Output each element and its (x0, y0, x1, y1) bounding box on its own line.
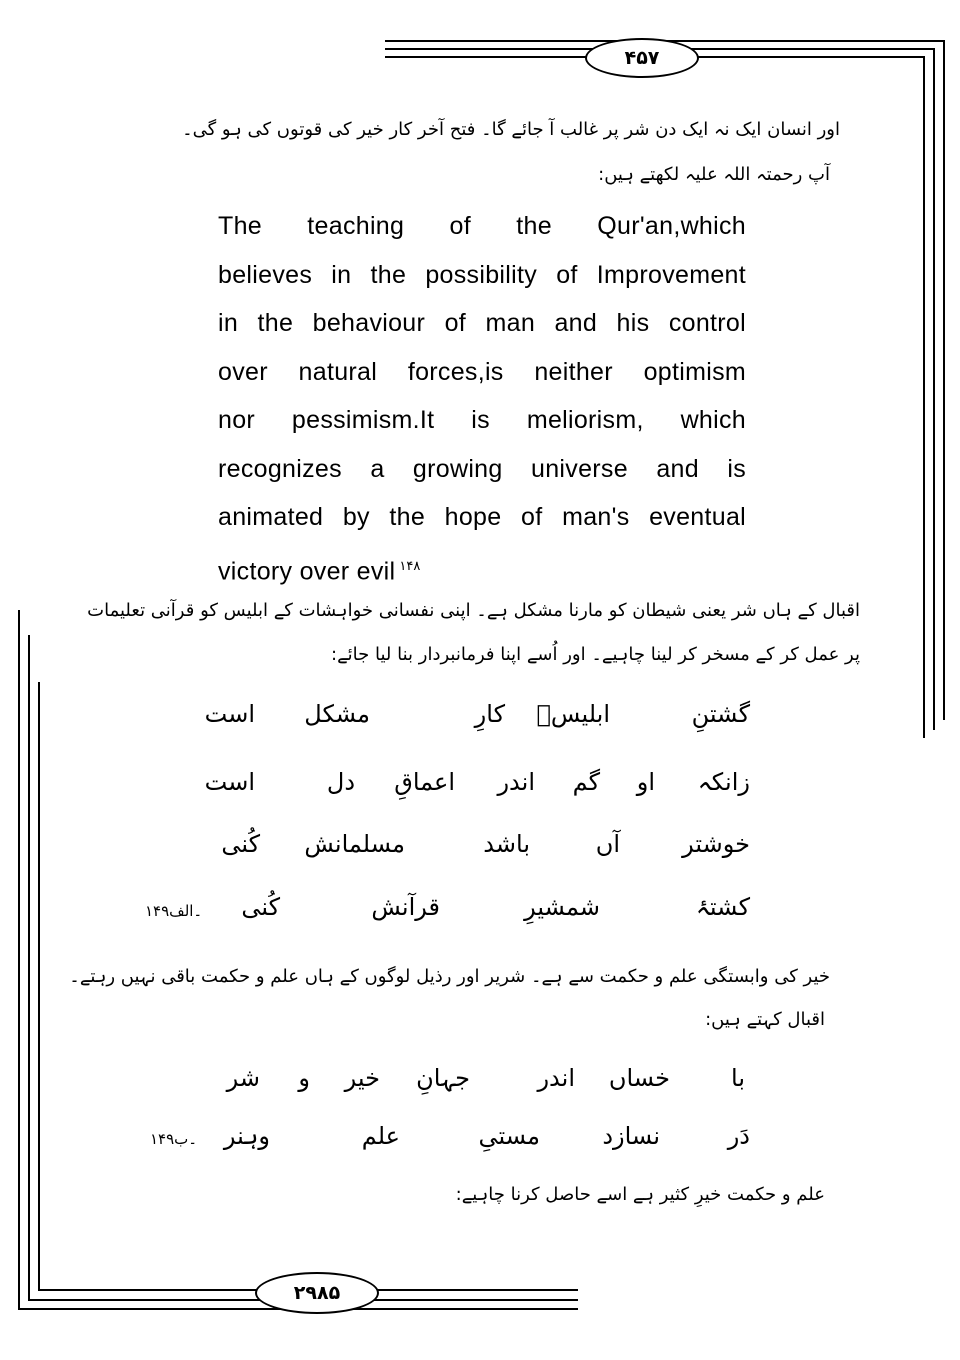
paragraph-4: علم و حکمت خیرِ کثیر ہے اسے حاصل کرنا چاہیے: (455, 1184, 825, 1205)
verse-word: و (298, 1064, 310, 1092)
verse-word: زانکہ (697, 768, 750, 796)
english-line-7: animated by the hope of man's eventual (218, 503, 746, 531)
frame-mid-right (933, 48, 935, 730)
english-line-2: believes in the possibility of Improvement (218, 260, 746, 289)
verse-word: خساں (608, 1064, 670, 1092)
page-number-bottom (255, 1272, 379, 1314)
verse-word: شر (226, 1064, 260, 1092)
verse-word: است (204, 700, 255, 728)
verse-word: شمشیرِ (524, 893, 600, 921)
paragraph-1: اور انسان ایک نہ ایک دن شر پر غالب آ جائے گا۔ فتح آخر کار خیر کی قوتوں کی ہو گی۔ (182, 119, 840, 140)
english-quote (218, 202, 746, 595)
verse-word: گم (572, 768, 600, 796)
verse-word: قرآنش (371, 893, 440, 921)
intro-line-1: آپ رحمتہ اللہ علیہ لکھتے ہیں: (598, 164, 830, 185)
verse-word: علم (361, 1122, 400, 1150)
intro-line-2: اقبال کہتے ہیں: (705, 1009, 825, 1030)
paragraph-3: خیر کی وابستگی علم و حکمت سے ہے۔ شریر اور رذیل لوگوں کے ہاں علم و حکمت باقی نہیں رہتے۔ (69, 966, 830, 987)
verse-word: آں (595, 830, 620, 858)
verse-2-reference: ۱۴۹۔ب (150, 1130, 198, 1148)
verse-word: خیر (344, 1064, 380, 1092)
verse-1-line-2 (0, 768, 960, 808)
verse-word: مسلمانش (304, 830, 405, 858)
verse-1-line-4 (0, 893, 960, 933)
english-line-3: in the behaviour of man and his control (218, 309, 746, 337)
verse-word: دل (326, 768, 355, 796)
verse-word: دَر (727, 1122, 750, 1150)
verse-word: او (636, 768, 655, 796)
verse-1-line-1 (0, 700, 960, 740)
verse-word: کارِ (474, 700, 505, 728)
paragraph-2-line-2: پر عمل کر کے مسخر کر لینا چاہیے۔ اور اُسے اپنا فرمانبردار بنا لیا جائے: (331, 644, 860, 665)
english-line-8 (218, 542, 746, 596)
verse-word: اندر (497, 768, 535, 796)
verse-word: اعماقِ (394, 768, 455, 796)
verse-word: اندر (537, 1064, 575, 1092)
verse-word: جہانِ (416, 1064, 470, 1092)
english-line-1: The teaching of the Qur'an,which (218, 212, 746, 240)
verse-word: کُنی (241, 893, 280, 921)
verse-word: کُنی (221, 830, 260, 858)
verse-2-line-2 (0, 1122, 960, 1162)
english-line-4: over natural forces,is neither optimism (218, 357, 746, 386)
verse-word: وہنر (223, 1122, 270, 1150)
paragraph-2-line-1: اقبال کے ہاں شر یعنی شیطان کو مارنا مشکل ہے۔ اپنی نفسانی خواہشات کے ابلیس کو قرآنی تعلیمات (87, 600, 860, 621)
verse-word: گشتنِ (691, 700, 750, 728)
verse-word: ابلیسؔ (536, 700, 610, 728)
page-number-top (585, 38, 699, 78)
verse-word: کشتۂ (695, 893, 750, 921)
verse-word: با (731, 1064, 745, 1092)
english-line-6: recognizes a growing universe and is (218, 454, 746, 483)
verse-word: است (204, 768, 255, 796)
verse-1-reference: ۱۴۹۔الف (145, 902, 203, 920)
english-line-5: nor pessimism.It is meliorism, which (218, 406, 746, 434)
verse-word: باشد (483, 830, 530, 858)
page-number-top-text: ۴۵۷ (624, 47, 660, 69)
verse-1-line-3 (0, 830, 960, 870)
verse-word: خوشتر (682, 830, 750, 858)
frame-outer-right (943, 40, 945, 720)
verse-word: مشکل (304, 700, 370, 728)
english-footnote-marker: ۱۴۸ (399, 557, 421, 573)
page-number-bottom-text: ۲۹۸۵ (293, 1282, 341, 1304)
verse-word: مستیِ (478, 1122, 540, 1150)
english-line-8-text: victory over evil (218, 556, 396, 585)
verse-word: نسازد (602, 1122, 660, 1150)
frame-inner-right (923, 56, 925, 738)
verse-2-line-1 (0, 1064, 960, 1104)
